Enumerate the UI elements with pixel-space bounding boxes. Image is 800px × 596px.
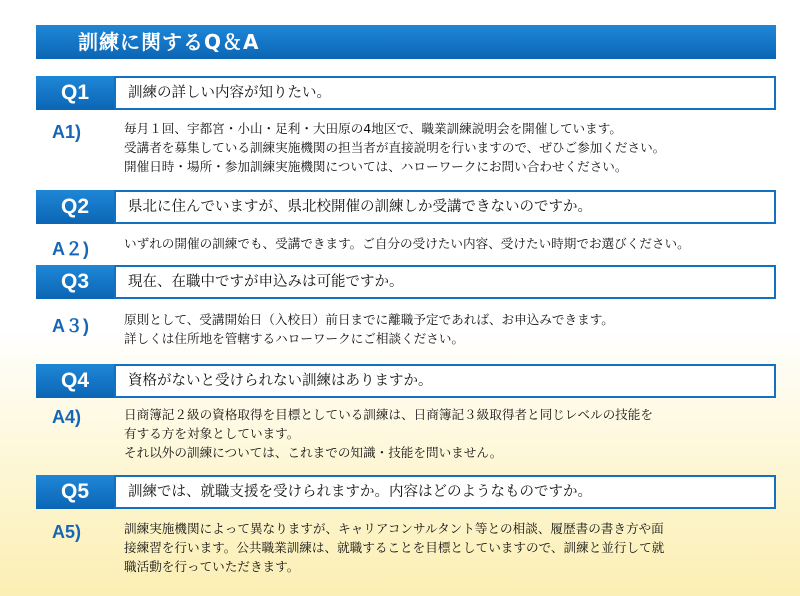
answer-line: それ以外の訓練については、これまでの知識・技能を問いません。 xyxy=(124,445,503,460)
question-text-4: 資格がないと受けられない訓練はありますか。 xyxy=(114,364,776,398)
answer-text-4 xyxy=(124,405,774,462)
answer-text-2 xyxy=(124,234,774,253)
question-text-3: 現在、在職中ですが申込みは可能ですか。 xyxy=(114,265,776,299)
question-row-4 xyxy=(36,364,776,398)
question-row-2 xyxy=(36,190,776,224)
answer-line: 訓練実施機関によって異なりますが、キャリアコンサルタント等との相談、履歴書の書き方や面 xyxy=(124,521,664,536)
answer-line: 受講者を募集している訓練実施機関の担当者が直接説明を行いますので、ぜひご参加ください。 xyxy=(124,140,666,155)
question-row-1 xyxy=(36,76,776,110)
answer-line: 毎月１回、宇都宮・小山・足利・大田原の4地区で、職業訓練説明会を開催しています。 xyxy=(124,121,622,136)
answer-text-5 xyxy=(124,519,774,576)
question-text-2: 県北に住んでいますが、県北校開催の訓練しか受講できないのですか。 xyxy=(114,190,776,224)
answer-line: 詳しくは住所地を管轄するハローワークにご相談ください。 xyxy=(124,331,465,346)
question-badge-2: Q2 xyxy=(36,190,114,224)
question-badge-4: Q4 xyxy=(36,364,114,398)
answer-label-5: A5) xyxy=(52,522,82,542)
answer-line: 原則として、受講開始日（入校日）前日までに離職予定であれば、お申込みできます。 xyxy=(124,312,614,327)
answer-line: いずれの開催の訓練でも、受講できます。ご自分の受けたい内容、受けたい時期でお選びください。 xyxy=(124,236,690,251)
answer-label-2: A２) xyxy=(52,239,89,259)
question-row-5 xyxy=(36,475,776,509)
answer-text-1 xyxy=(124,119,774,176)
answer-line: 有する方を対象としています。 xyxy=(124,426,300,441)
answer-line: 開催日時・場所・参加訓練実施機関については、ハローワークにお問い合わせください。 xyxy=(124,159,628,174)
answer-line: 日商簿記２級の資格取得を目標としている訓練は、日商簿記３級取得者と同じレベルの技能を xyxy=(124,407,653,422)
question-badge-1: Q1 xyxy=(36,76,114,110)
question-text-1: 訓練の詳しい内容が知りたい。 xyxy=(114,76,776,110)
question-text-5: 訓練では、就職支援を受けられますか。内容はどのようなものですか。 xyxy=(114,475,776,509)
answer-label-4: A4) xyxy=(52,407,82,427)
question-badge-3: Q3 xyxy=(36,265,114,299)
page-title: 訓練に関するQ＆A xyxy=(36,25,776,59)
answer-label-1: A1) xyxy=(52,122,82,142)
answer-line: 接練習を行います。公共職業訓練は、就職することを目標としていますので、訓練と並行して就 xyxy=(124,540,665,555)
answer-text-3 xyxy=(124,310,774,348)
question-row-3 xyxy=(36,265,776,299)
question-badge-5: Q5 xyxy=(36,475,114,509)
answer-label-3: A３) xyxy=(52,316,89,336)
answer-line: 職活動を行っていただきます。 xyxy=(124,559,300,574)
